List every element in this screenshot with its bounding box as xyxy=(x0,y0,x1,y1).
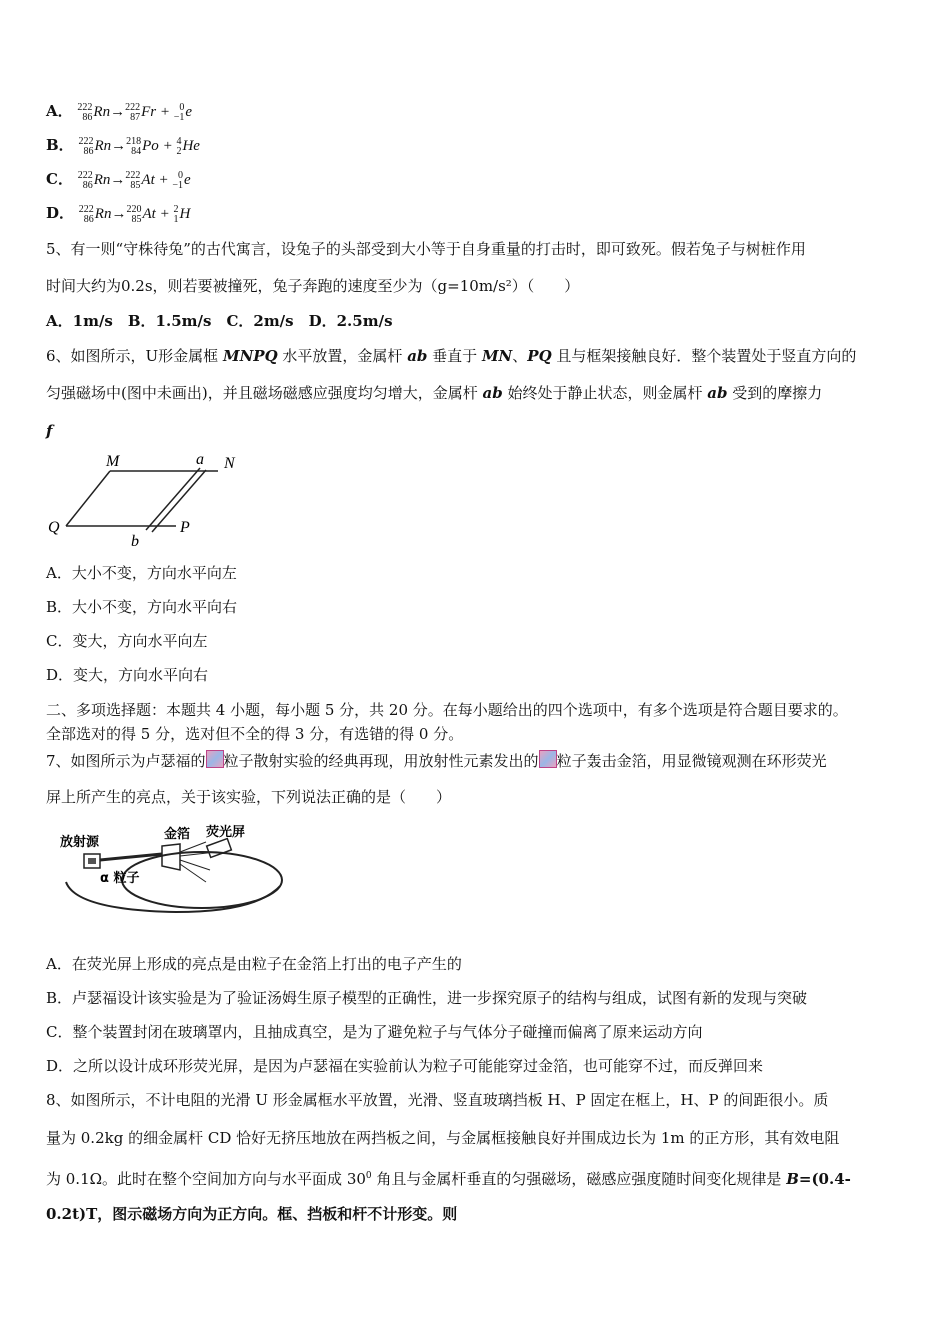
q4-option-c: C． 222 86 Rn→ 222 85 At + 0 −1 e xyxy=(46,169,191,191)
q5-stem-line2: 时间大约为0.2s，则若要被撞死，兔子奔跑的速度至少为（g=10m/s²）（ ） xyxy=(46,277,580,295)
q8-stem-line1: 8、如图所示，不计电阻的光滑 U 形金属框水平放置，光滑、竖直玻璃挡板 H、P 固定在框上，H、P 的间距很小。质 xyxy=(46,1091,829,1109)
rod-ab-edge xyxy=(152,470,206,532)
label-b: b xyxy=(131,533,139,548)
option-label: B． xyxy=(46,136,74,154)
label-alpha: α 粒子 xyxy=(100,871,140,886)
q7-stem-line2: 屏上所产生的亮点，关于该实验，下列说法正确的是（ ） xyxy=(46,788,452,806)
label-a: a xyxy=(196,451,204,468)
label-q: Q xyxy=(48,519,60,536)
option-label: D． xyxy=(46,204,75,222)
label-n: N xyxy=(224,455,235,472)
q6-frame-figure xyxy=(46,448,246,548)
q7-option-a: A．在荧光屏上形成的亮点是由粒子在金箔上打出的电子产生的 xyxy=(46,955,462,973)
scatter-line xyxy=(180,864,206,882)
label-p: P xyxy=(180,519,190,536)
q5-stem-line1: 5、有一则“守株待兔”的古代寓言，设兔子的头部受到大小等于自身重量的打击时，即可致死。假若兔子与树桩作用 xyxy=(46,240,806,258)
q6-stem-line2: 匀强磁场中(图中未画出)，并且磁场磁感应强度均匀增大，金属杆 ab 始终处于静止状态，则金属杆 ab 受到的摩擦力 xyxy=(46,384,823,402)
q6-option-c: C．变大，方向水平向左 xyxy=(46,632,208,650)
base-outline xyxy=(66,882,280,912)
q6-option-b: B．大小不变，方向水平向右 xyxy=(46,598,238,616)
label-screen: 荧光屏 xyxy=(206,825,246,840)
q4-option-d: D． 222 86 Rn→ 220 85 At + 2 1 H xyxy=(46,203,191,225)
q4-option-a: A． 222 86 Rn→ 222 87 Fr + 0 −1 e xyxy=(46,101,193,123)
q6-option-d: D．变大，方向水平向右 xyxy=(46,666,209,684)
option-label: A． xyxy=(46,102,73,120)
source-core xyxy=(88,858,96,864)
label-m: M xyxy=(106,453,120,470)
option-label: C． xyxy=(46,170,73,188)
gold-foil-holder xyxy=(162,844,180,870)
microscope xyxy=(207,839,232,858)
q8-stem-line4: 0.2t)T，图示磁场方向为正方向。框、挡板和杆不计形变。则 xyxy=(46,1205,458,1223)
section2-line1: 二、多项选择题：本题共 4 小题，每小题 5 分，共 20 分。在每小题给出的四个选项中，有多个选项是符合题目要求的。 xyxy=(46,701,848,719)
scatter-line xyxy=(180,860,210,870)
section2-line2: 全部选对的得 5 分，选对但不全的得 3 分，有选错的得 0 分。 xyxy=(46,725,464,743)
frame-edge-mq xyxy=(66,471,110,526)
q7-option-b: B．卢瑟福设计该实验是为了验证汤姆生原子模型的正确性，进一步探究原子的结构与组成，试图有新的发现与突破 xyxy=(46,989,808,1007)
label-source: 放射源 xyxy=(60,835,100,850)
scatter-line xyxy=(180,842,206,852)
q6-stem-line1: 6、如图所示，U形金属框 MNPQ 水平放置，金属杆 ab 垂直于 MN、PQ 且与框架接触良好．整个装置处于竖直方向的 xyxy=(46,347,857,365)
q7-apparatus-figure xyxy=(56,820,288,920)
alpha-symbol-icon xyxy=(206,750,224,768)
q7-option-c: C．整个装置封闭在玻璃罩内，且抽成真空，是为了避免粒子与气体分子碰撞而偏离了原来运动方向 xyxy=(46,1023,703,1041)
label-foil: 金箔 xyxy=(164,827,191,842)
q7-stem-line1: 7、如图所示为卢瑟福的 粒子散射实验的经典再现，用放射性元素发出的 粒子轰击金箔，用显微镜观测在环形荧光 xyxy=(46,752,827,770)
alpha-symbol-icon xyxy=(539,750,557,768)
q8-stem-line2: 量为 0.2kg 的细金属杆 CD 恰好无挤压地放在两挡板之间，与金属框接触良好并围成边长为 1m 的正方形，其有效电阻 xyxy=(46,1129,840,1147)
q5-options: A．1m/s B．1.5m/s C．2m/s D．2.5m/s xyxy=(46,312,393,330)
q8-stem-line3: 为 0.1Ω。此时在整个空间加方向与水平面成 $30^0$ 角且与金属杆垂直的匀强磁场，磁感应强度随时间变化规律是 B=(0.4- xyxy=(46,1170,851,1188)
q7-option-d: D．之所以设计成环形荧光屏，是因为卢瑟福在实验前认为粒子可能能穿过金箔，也可能穿不过，而反弹回来 xyxy=(46,1057,764,1075)
q6-option-a: A．大小不变，方向水平向左 xyxy=(46,564,237,582)
q6-stem-line3: f xyxy=(46,422,53,440)
q4-option-b: B． 222 86 Rn→ 218 84 Po + 4 2 He xyxy=(46,135,200,157)
rod-ab xyxy=(146,468,200,530)
